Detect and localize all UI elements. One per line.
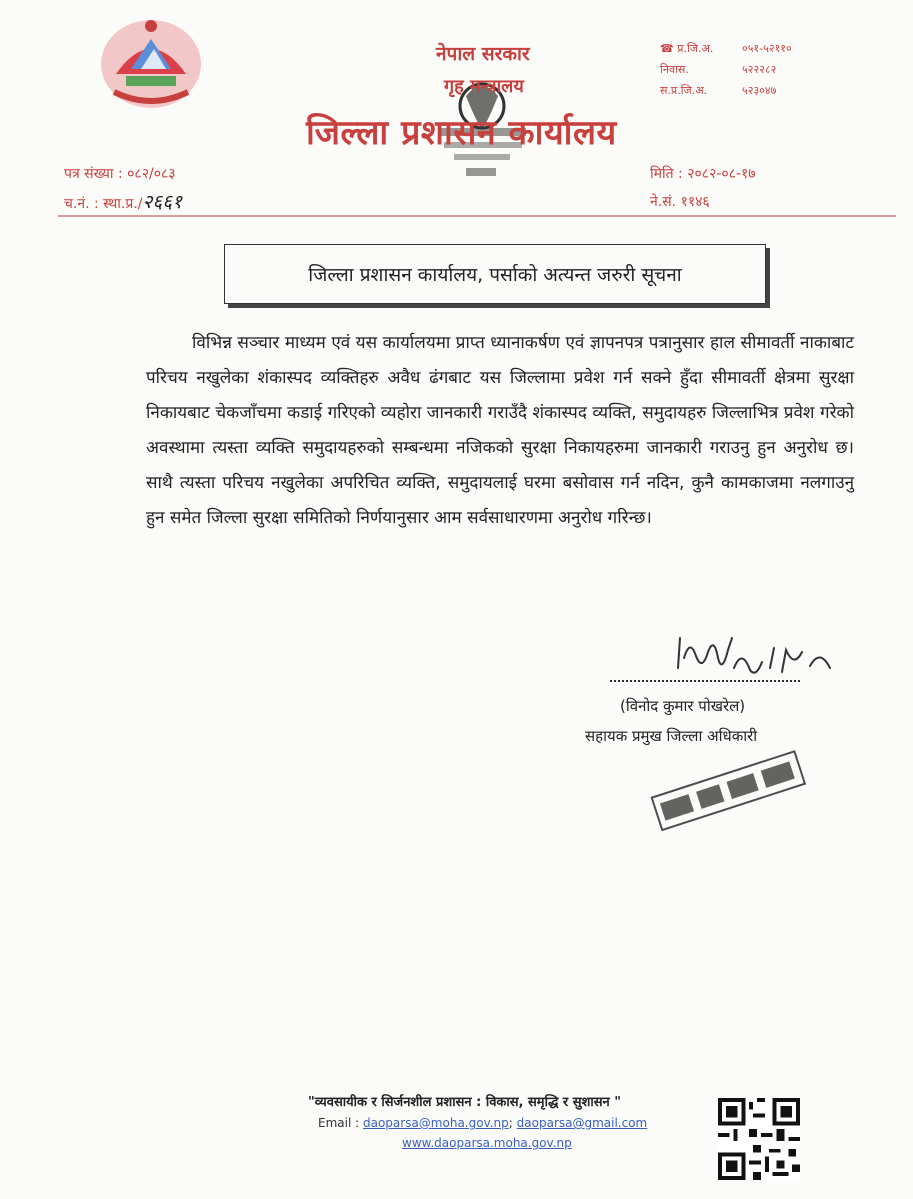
dispatch-number <box>64 188 182 218</box>
contact-label: स.प्र.जि.अ. <box>660 84 708 97</box>
header-divider <box>58 215 896 217</box>
date-line <box>650 160 756 188</box>
contact-row <box>660 38 792 59</box>
dispatch-label: च.नं. : स्था.प्र./ <box>64 196 143 212</box>
letter-reference <box>64 160 182 218</box>
letter-number-value: ०८२/०८३ <box>127 166 176 182</box>
notice-title: जिल्ला प्रशासन कार्यालय, पर्साको अत्यन्त जरुरी सूचना <box>308 264 682 286</box>
letter-date <box>650 160 756 216</box>
ministry-name: गृह मन्त्रालय <box>444 76 524 97</box>
email-link-gmail[interactable]: daoparsa@gmail.com <box>516 1116 648 1130</box>
letter-number <box>64 160 182 188</box>
contact-row <box>660 59 792 80</box>
contact-value: ५२२२८२ <box>742 63 777 76</box>
notice-title-box <box>224 244 766 304</box>
date-label: मिति : <box>650 166 683 182</box>
contact-label: निवास. <box>660 63 689 76</box>
signature-line <box>610 680 800 682</box>
office-motto: "व्यवसायीक र सिर्जनशील प्रशासन : विकास, समृद्धि र सुशासन " <box>308 1095 622 1110</box>
notice-body-text: विभिन्न सञ्चार माध्यम एवं यस कार्यालयमा प्राप्त ध्यानाकर्षण एवं ज्ञापनपत्र पत्रानुसार हाल सीमावर्ती नाकाबाट परिचय नखुलेका शंकास्पद व्यक्तिहरु अवैध ढंगबाट यस जिल्लामा प्रवेश गर्न सक्ने हुँदा सीमावर्ती क्षेत्रमा सुरक्षा निकायबाट चेकजाँचमा कडाई गरिएको व्यहोरा जानकारी गराउँदै शंकास्पद व्यक्ति, समुदायहरु जिल्लाभित्र प्रवेश गरेको अवस्थामा त्यस्ता व्यक्ति समुदायहरुको सम्बन्धमा नजिकको सुरक्षा निकायहरुमा जानकारी गराउनु हुन अनुरोध छ। साथै त्यस्ता परिचय नखुलेका अपरिचित व्यक्ति, समुदायलाई घरमा बसोवास गर्न नदिन, कुनै कामकाजमा नलगाउनु हुन समेत जिल्ला सुरक्षा समितिको निर्णयानुसार आम सर्वसाधारणमा अनुरोध गरिन्छ। <box>146 333 854 528</box>
email-separator: ; <box>508 1116 513 1130</box>
designation-stamp <box>644 742 824 842</box>
email-line <box>318 1116 647 1130</box>
contact-row <box>660 80 792 101</box>
dispatch-value: २६६१ <box>142 191 183 213</box>
handwritten-signature <box>670 628 840 688</box>
letter-number-label: पत्र संख्या : <box>64 166 123 182</box>
signatory-name: (विनोद कुमार पोखरेल) <box>620 697 746 715</box>
contact-info <box>660 38 792 101</box>
contact-value: ५२३०४७ <box>742 84 777 97</box>
nepal-emblem <box>96 14 206 114</box>
email-label: Email : <box>318 1116 360 1130</box>
notice-body <box>146 326 854 536</box>
government-name: नेपाल सरकार <box>436 43 530 65</box>
email-link-moha[interactable]: daoparsa@moha.gov.np <box>362 1116 509 1130</box>
signatory-designation: सहायक प्रमुख जिल्ला अधिकारी <box>585 727 758 745</box>
date-value: २०८२-०८-१७ <box>687 166 756 182</box>
contact-label: ☎ प्र.जि.अ. <box>660 42 714 55</box>
qr-code <box>718 1098 800 1180</box>
office-title: जिल्ला प्रशासन कार्यालय <box>306 113 617 153</box>
nepal-sambat: ने.सं. ११४६ <box>650 194 710 210</box>
contact-value: ०५१-५२११० <box>742 42 792 55</box>
website-link[interactable]: www.daoparsa.moha.gov.np <box>402 1136 572 1150</box>
